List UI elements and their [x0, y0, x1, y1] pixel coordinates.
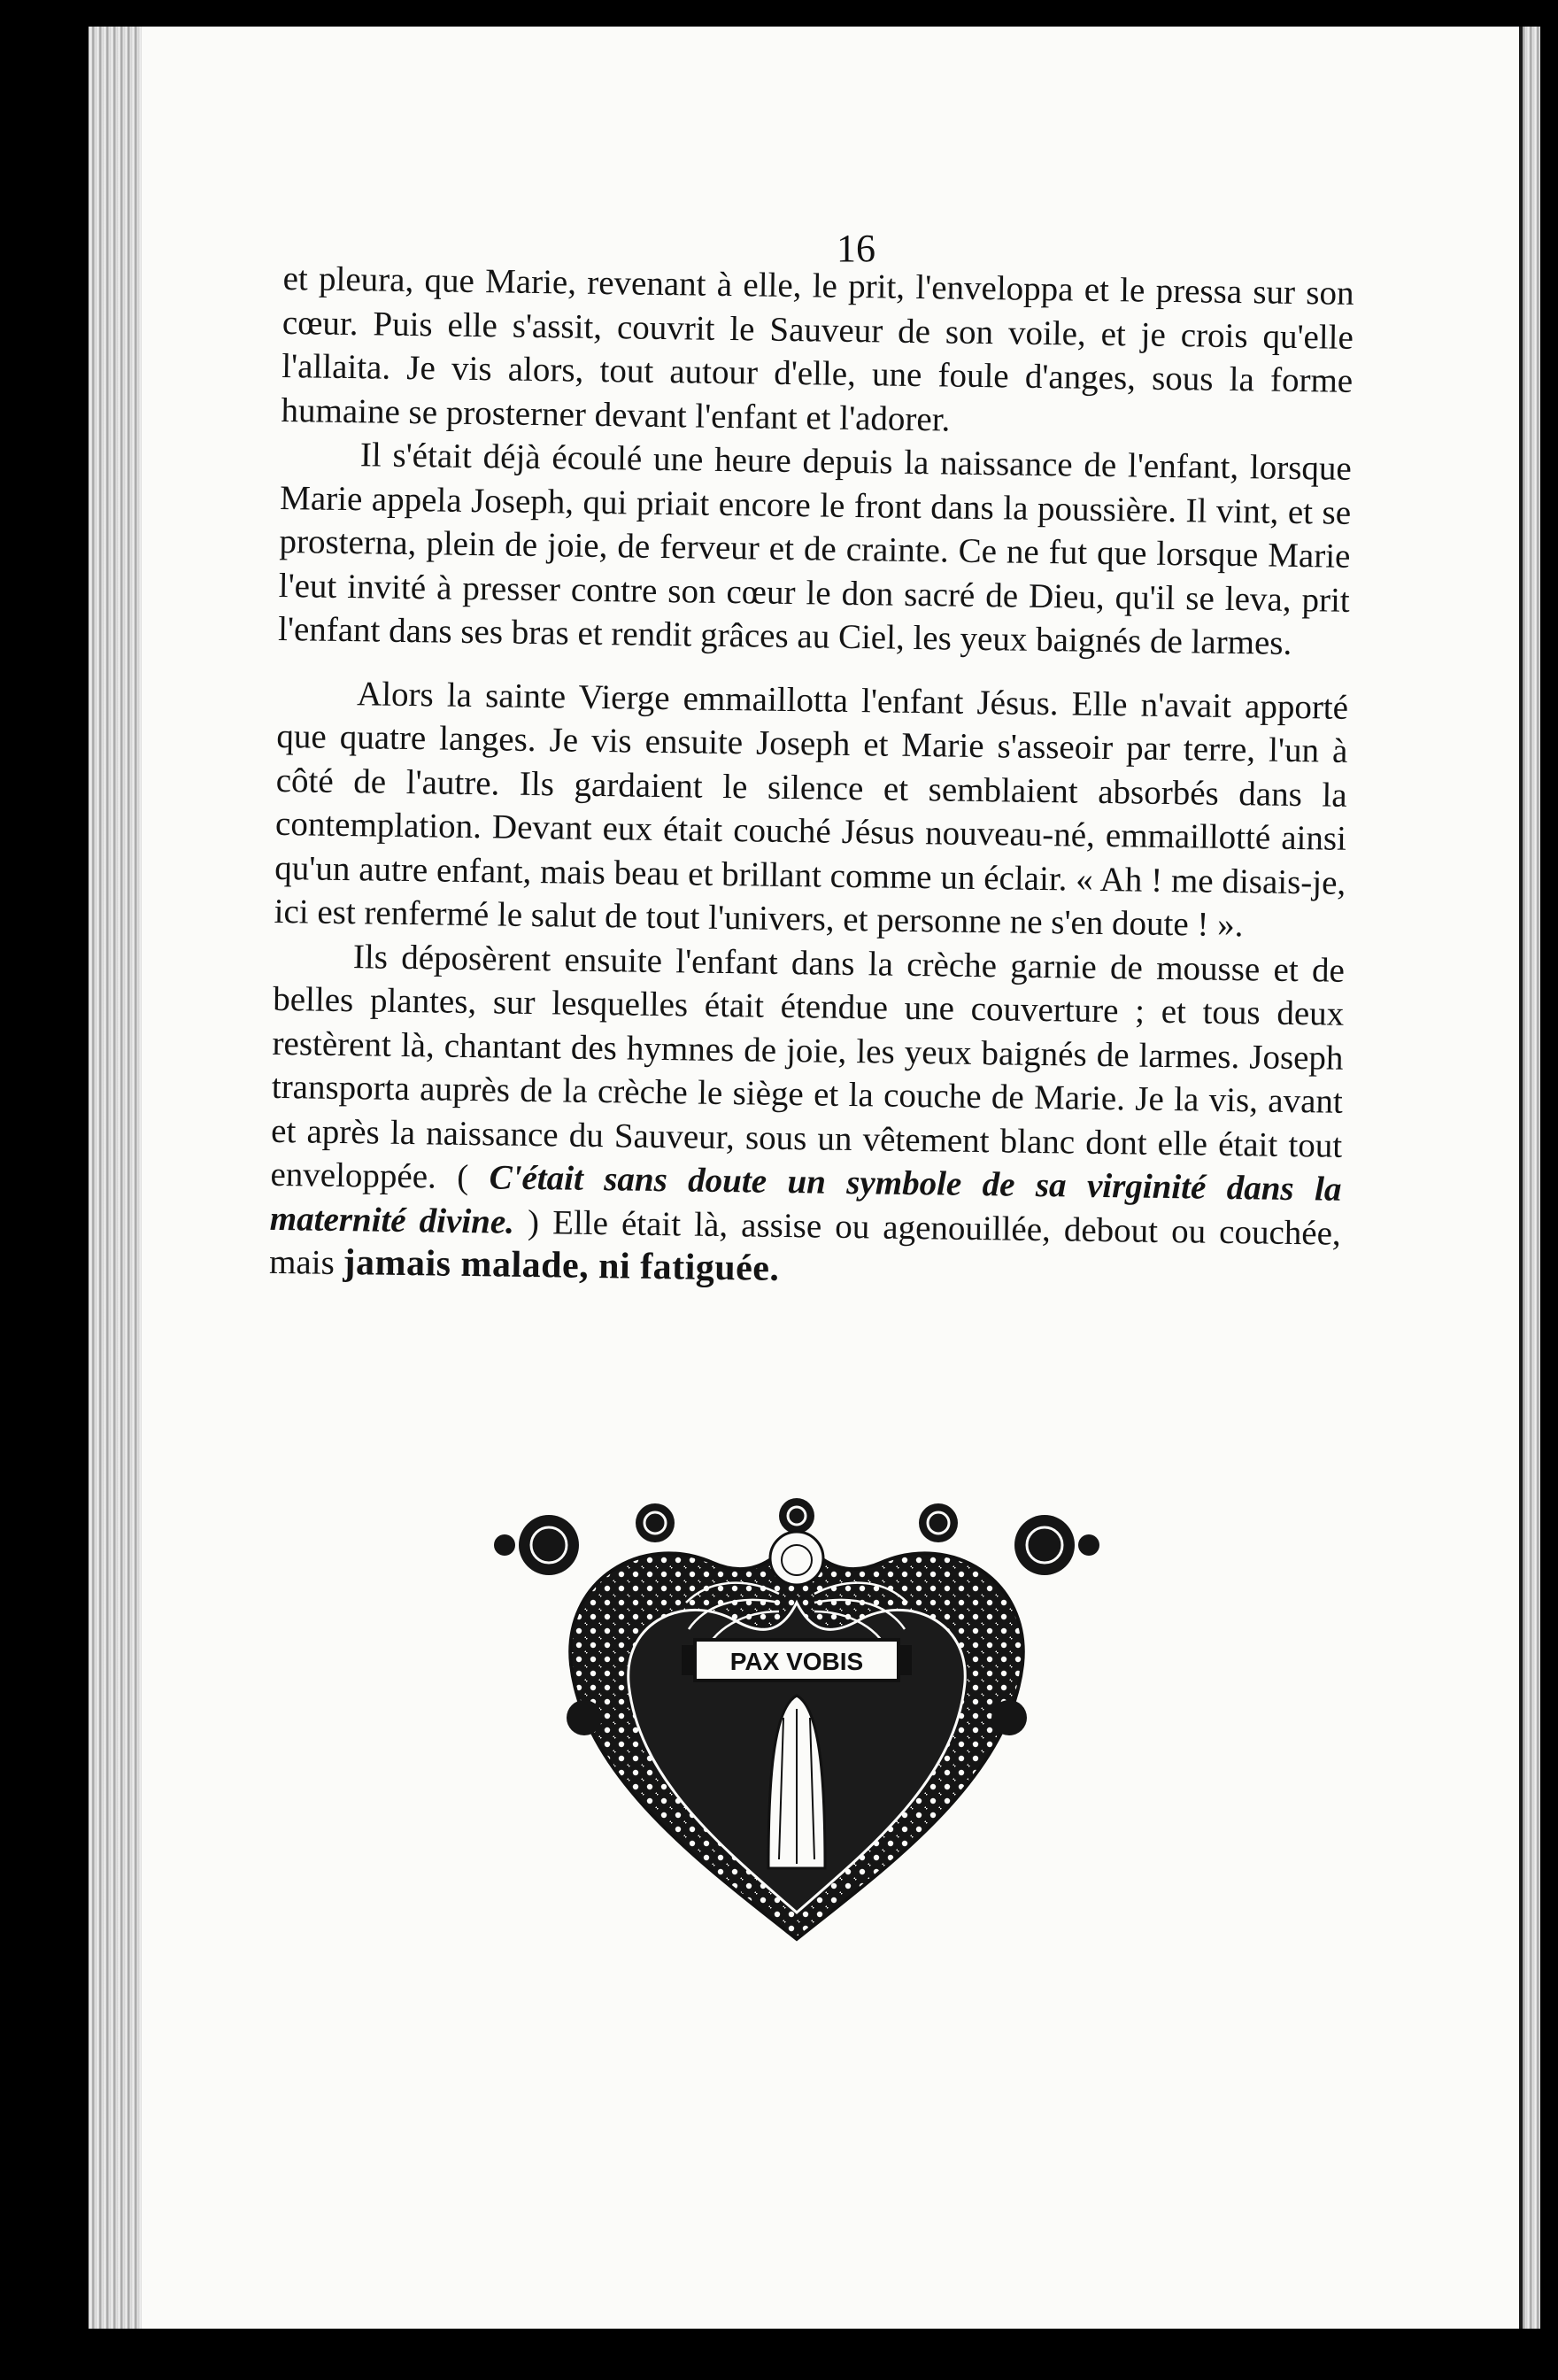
paragraph-3: Alors la sainte Vierge emmaillotta l'enfant Jésus. Elle n'avait apporté que quatre langes. Je vis ensuite Joseph et Marie s'asseoir par terre, l'un à côté de l'autre. Ils gardaient le silence et semblaient absorbés dans la contemplation. Devant eux était couché Jésus nouveau-né, emmaillotté ainsi qu'un autre enfant, mais beau et brillant comme un éclair. « Ah ! me disais-je, ici est renfermé le salut de tout l'univers, et personne ne s'en doute ! ».: [274, 674, 1349, 945]
italic-note: C'était sans doute un symbole de sa virginité dans la maternité divine.: [269, 1158, 1342, 1241]
paragraph-4-text: Ils déposèrent ensuite l'enfant dans la crèche garnie de mousse et de belles plantes, sur lesquelles était étendue une couverture ; et tous deux restèrent là, chantant des hymnes de joie, les yeux baignés de larmes. Joseph transporta auprès de la crèche le siège et la couche de Marie. Je la vis, avant et après la naissance du Sauveur, sous un vêtement blanc dont elle était tout enveloppée. (: [270, 937, 1346, 1197]
paragraph-4: [269, 933, 1345, 1299]
paragraph-4-continuation: ) Elle était là, assise ou agenouillée, debout ou couchée, mais: [268, 1202, 1342, 1283]
paragraph-1: et pleura, que Marie, revenant à elle, le prit, l'enveloppa et le pressa sur son cœur. Puis elle s'assit, couvrit le Sauveur de son voile, et je crois qu'elle l'allaita. Je vis alors, tout autour d'elle, une foule d'anges, sous la forme humaine se prosterner devant l'enfant et l'adorer.: [281, 259, 1354, 439]
banner-text: PAX VOBIS: [729, 1648, 864, 1675]
page-number: 16: [837, 227, 875, 270]
angel-vignette-icon: [487, 1496, 1107, 1948]
body-text: [269, 257, 1354, 1299]
paragraph-2: Il s'était déjà écoulé une heure depuis la naissance de l'enfant, lorsque Marie appela Joseph, qui priait encore le front dans la poussière. Il vint, et se prosterna, plein de joie, de ferveur et de crainte. Ce ne fut que lorsque Marie l'eut invité à presser contre son cœur le don sacré de Dieu, qu'il se leva, prit l'enfant dans ses bras et rendit grâces au Ciel, les yeux baignés de larmes.: [277, 436, 1353, 662]
heavy-ending: jamais malade, ni fatiguée.: [343, 1242, 780, 1289]
